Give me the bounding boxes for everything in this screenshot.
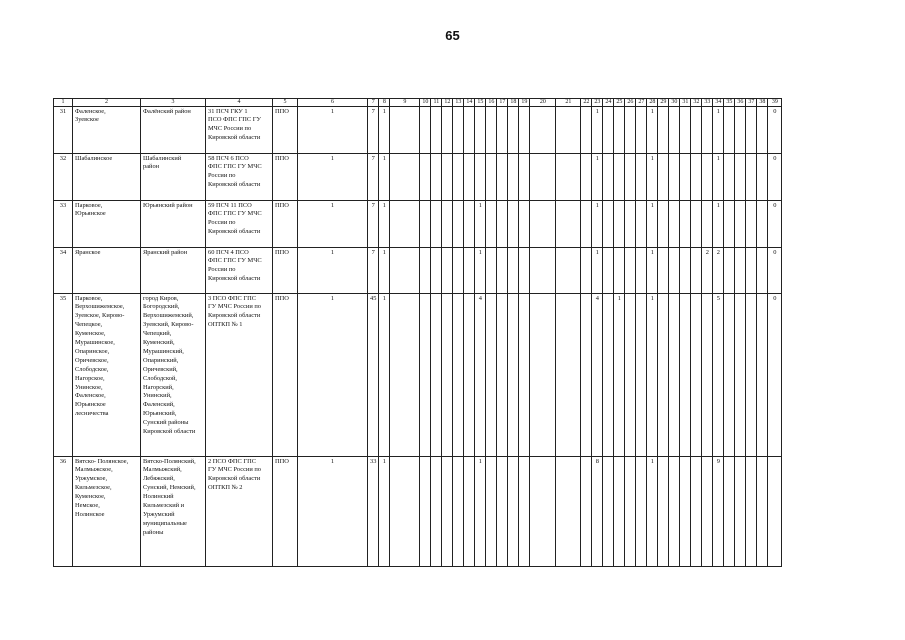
column-header: 11 — [431, 99, 442, 107]
column-header: 7 — [368, 99, 379, 107]
value-cell — [431, 153, 442, 200]
value-cell — [757, 106, 768, 153]
value-cell — [453, 200, 464, 247]
value-cell — [669, 106, 680, 153]
value-cell — [691, 293, 702, 456]
value-cell — [508, 293, 519, 456]
value-cell — [497, 456, 508, 566]
value-cell: 1 — [379, 106, 390, 153]
district-cell: Фалёнский район — [141, 106, 206, 153]
column-header: 8 — [379, 99, 390, 107]
value-cell — [486, 293, 497, 456]
value-cell — [658, 200, 669, 247]
column-header: 37 — [746, 99, 757, 107]
value-cell — [757, 153, 768, 200]
value-cell: 1 — [713, 200, 724, 247]
value-cell — [431, 200, 442, 247]
value-cell — [420, 456, 431, 566]
value-cell: 1 — [614, 293, 625, 456]
value-cell — [464, 153, 475, 200]
row-number-cell: 34 — [54, 247, 73, 293]
column-header: 23 — [592, 99, 603, 107]
value-cell — [636, 106, 647, 153]
value-cell: 1 — [647, 200, 658, 247]
value-cell — [746, 247, 757, 293]
column-header: 28 — [647, 99, 658, 107]
column-header: 6 — [298, 99, 368, 107]
value-cell: 1 — [298, 200, 368, 247]
value-cell — [746, 153, 757, 200]
register-table — [53, 98, 782, 567]
column-header: 12 — [442, 99, 453, 107]
value-cell — [486, 153, 497, 200]
value-cell — [442, 293, 453, 456]
column-header: 2 — [73, 99, 141, 107]
value-cell — [431, 247, 442, 293]
value-cell — [442, 247, 453, 293]
row-number-cell: 31 — [54, 106, 73, 153]
value-cell — [508, 247, 519, 293]
value-cell — [581, 106, 592, 153]
value-cell: 1 — [298, 106, 368, 153]
value-cell — [581, 153, 592, 200]
column-header: 35 — [724, 99, 735, 107]
table-row — [54, 293, 782, 456]
value-cell: 1 — [379, 293, 390, 456]
value-cell — [453, 153, 464, 200]
district-cell: Яранский район — [141, 247, 206, 293]
column-header: 25 — [614, 99, 625, 107]
value-cell: 1 — [475, 200, 486, 247]
value-cell — [636, 247, 647, 293]
value-cell — [475, 153, 486, 200]
value-cell: 9 — [713, 456, 724, 566]
type-cell: ППО — [273, 200, 298, 247]
value-cell — [636, 153, 647, 200]
column-header: 3 — [141, 99, 206, 107]
unit-cell: 2 ПСО ФПС ГПС ГУ МЧС России по Кировской области ОПТКП № 2 — [206, 456, 273, 566]
value-cell: 2 — [713, 247, 724, 293]
value-cell — [475, 106, 486, 153]
value-cell — [603, 200, 614, 247]
value-cell — [442, 153, 453, 200]
value-cell — [757, 200, 768, 247]
page-number: 65 — [445, 28, 460, 43]
value-cell: 1 — [647, 293, 658, 456]
value-cell — [508, 106, 519, 153]
table-row — [54, 200, 782, 247]
value-cell — [519, 456, 530, 566]
value-cell — [691, 200, 702, 247]
value-cell — [625, 153, 636, 200]
value-cell — [556, 106, 581, 153]
column-header: 1 — [54, 99, 73, 107]
header-row — [54, 99, 782, 107]
value-cell — [680, 200, 691, 247]
value-cell — [680, 153, 691, 200]
forestry-cell: Фаленское, Зуевское — [73, 106, 141, 153]
value-cell — [486, 247, 497, 293]
column-header: 30 — [669, 99, 680, 107]
column-header: 26 — [625, 99, 636, 107]
value-cell — [464, 293, 475, 456]
column-header: 15 — [475, 99, 486, 107]
value-cell — [390, 456, 420, 566]
table-row — [54, 456, 782, 566]
value-cell — [390, 153, 420, 200]
forestry-cell: Вятско- Полянское, Малмыжское, Уржумское, Кильмезское, Куменское, Немское, Нолинское — [73, 456, 141, 566]
value-cell — [390, 247, 420, 293]
value-cell — [453, 106, 464, 153]
column-header: 14 — [464, 99, 475, 107]
row-number-cell: 35 — [54, 293, 73, 456]
value-cell — [530, 106, 556, 153]
value-cell: 4 — [475, 293, 486, 456]
value-cell: 1 — [592, 247, 603, 293]
forestry-cell: Парковое, Юрьянское — [73, 200, 141, 247]
value-cell — [556, 200, 581, 247]
value-cell — [735, 200, 746, 247]
value-cell — [508, 153, 519, 200]
value-cell — [669, 456, 680, 566]
value-cell — [724, 456, 735, 566]
value-cell — [497, 293, 508, 456]
value-cell — [508, 456, 519, 566]
value-cell — [581, 200, 592, 247]
value-cell: 1 — [647, 106, 658, 153]
column-header: 19 — [519, 99, 530, 107]
value-cell — [735, 153, 746, 200]
value-cell — [658, 153, 669, 200]
value-cell: 0 — [768, 247, 782, 293]
value-cell: 7 — [368, 200, 379, 247]
value-cell — [636, 293, 647, 456]
value-cell — [757, 456, 768, 566]
value-cell — [735, 106, 746, 153]
value-cell: 1 — [379, 456, 390, 566]
value-cell — [669, 247, 680, 293]
value-cell — [746, 106, 757, 153]
value-cell — [581, 247, 592, 293]
value-cell — [519, 293, 530, 456]
value-cell — [680, 106, 691, 153]
value-cell — [702, 456, 713, 566]
column-header: 5 — [273, 99, 298, 107]
value-cell — [625, 200, 636, 247]
column-header: 33 — [702, 99, 713, 107]
type-cell: ППО — [273, 106, 298, 153]
value-cell — [614, 247, 625, 293]
value-cell — [420, 106, 431, 153]
district-cell: город Киров, Богородский, Верхошижемский, Зуевский, Кирово- Чепецкий, Куменский, Мурашинский, Опаринский, Оричевский, Слободской, Нагорский, Унинский, Фаленский, Юрьянский, Сунский районы Кировской области — [141, 293, 206, 456]
value-cell: 1 — [713, 153, 724, 200]
value-cell: 33 — [368, 456, 379, 566]
value-cell — [390, 106, 420, 153]
value-cell — [442, 106, 453, 153]
value-cell — [680, 456, 691, 566]
value-cell — [530, 247, 556, 293]
table-row — [54, 153, 782, 200]
value-cell: 7 — [368, 247, 379, 293]
value-cell: 45 — [368, 293, 379, 456]
forestry-cell: Яранское — [73, 247, 141, 293]
district-cell: Юрьянский район — [141, 200, 206, 247]
table-row — [54, 247, 782, 293]
value-cell — [486, 200, 497, 247]
column-header: 39 — [768, 99, 782, 107]
value-cell — [464, 247, 475, 293]
value-cell — [556, 456, 581, 566]
value-cell: 4 — [592, 293, 603, 456]
type-cell: ППО — [273, 153, 298, 200]
column-header: 38 — [757, 99, 768, 107]
value-cell — [519, 200, 530, 247]
value-cell: 0 — [768, 293, 782, 456]
column-header: 31 — [680, 99, 691, 107]
value-cell — [724, 293, 735, 456]
value-cell — [556, 293, 581, 456]
value-cell — [453, 456, 464, 566]
value-cell — [497, 153, 508, 200]
value-cell: 0 — [768, 106, 782, 153]
value-cell — [497, 106, 508, 153]
value-cell — [497, 200, 508, 247]
unit-cell: 3 ПСО ФПС ГПС ГУ МЧС России по Кировской области ОПТКП № 1 — [206, 293, 273, 456]
row-number-cell: 33 — [54, 200, 73, 247]
district-cell: Шабалинский район — [141, 153, 206, 200]
value-cell — [603, 247, 614, 293]
value-cell — [702, 293, 713, 456]
value-cell — [420, 153, 431, 200]
value-cell: 1 — [298, 153, 368, 200]
value-cell — [614, 456, 625, 566]
column-header: 21 — [556, 99, 581, 107]
value-cell — [431, 456, 442, 566]
value-cell — [724, 200, 735, 247]
value-cell: 5 — [713, 293, 724, 456]
column-header: 29 — [658, 99, 669, 107]
type-cell: ППО — [273, 247, 298, 293]
value-cell: 1 — [475, 247, 486, 293]
value-cell — [658, 456, 669, 566]
value-cell — [581, 456, 592, 566]
value-cell — [658, 293, 669, 456]
value-cell — [581, 293, 592, 456]
value-cell — [757, 247, 768, 293]
value-cell — [614, 153, 625, 200]
column-header: 32 — [691, 99, 702, 107]
value-cell: 1 — [647, 153, 658, 200]
value-cell: 1 — [298, 247, 368, 293]
value-cell — [702, 106, 713, 153]
value-cell — [669, 293, 680, 456]
value-cell — [691, 106, 702, 153]
value-cell — [453, 293, 464, 456]
value-cell — [556, 153, 581, 200]
value-cell: 7 — [368, 153, 379, 200]
type-cell: ППО — [273, 456, 298, 566]
value-cell: 7 — [368, 106, 379, 153]
value-cell — [691, 153, 702, 200]
column-header: 17 — [497, 99, 508, 107]
value-cell — [519, 106, 530, 153]
value-cell — [614, 200, 625, 247]
district-cell: Вятско-Полянский, Малмыжский, Лебяжский, Сунский, Немский, Нолинский Кильмезский и Уржумский муниципальные районы — [141, 456, 206, 566]
value-cell — [735, 247, 746, 293]
value-cell — [530, 200, 556, 247]
unit-cell: 60 ПСЧ 4 ПСО ФПС ГПС ГУ МЧС России по Кировской области — [206, 247, 273, 293]
value-cell — [508, 200, 519, 247]
value-cell — [464, 456, 475, 566]
column-header: 24 — [603, 99, 614, 107]
column-header: 13 — [453, 99, 464, 107]
value-cell — [768, 456, 782, 566]
value-cell — [486, 456, 497, 566]
value-cell — [530, 293, 556, 456]
value-cell — [724, 106, 735, 153]
value-cell — [420, 293, 431, 456]
value-cell: 1 — [379, 247, 390, 293]
value-cell: 1 — [298, 293, 368, 456]
column-header: 4 — [206, 99, 273, 107]
column-header: 10 — [420, 99, 431, 107]
value-cell — [390, 200, 420, 247]
forestry-cell: Шабалинское — [73, 153, 141, 200]
unit-cell: 59 ПСЧ 11 ПСО ФПС ГПС ГУ МЧС России по Кировской области — [206, 200, 273, 247]
value-cell — [603, 106, 614, 153]
column-header: 22 — [581, 99, 592, 107]
value-cell — [442, 456, 453, 566]
value-cell — [625, 247, 636, 293]
value-cell — [420, 247, 431, 293]
value-cell — [625, 293, 636, 456]
value-cell — [420, 200, 431, 247]
value-cell — [680, 247, 691, 293]
value-cell — [390, 293, 420, 456]
value-cell — [702, 200, 713, 247]
value-cell — [497, 247, 508, 293]
value-cell — [442, 200, 453, 247]
value-cell — [603, 456, 614, 566]
value-cell: 1 — [592, 106, 603, 153]
table-row — [54, 106, 782, 153]
value-cell — [603, 293, 614, 456]
value-cell — [702, 153, 713, 200]
value-cell — [486, 106, 497, 153]
value-cell: 1 — [592, 153, 603, 200]
value-cell — [556, 247, 581, 293]
value-cell — [464, 106, 475, 153]
column-header: 36 — [735, 99, 746, 107]
value-cell — [691, 247, 702, 293]
value-cell — [757, 293, 768, 456]
type-cell: ППО — [273, 293, 298, 456]
value-cell: 1 — [647, 456, 658, 566]
value-cell — [603, 153, 614, 200]
value-cell: 0 — [768, 153, 782, 200]
value-cell: 1 — [379, 200, 390, 247]
value-cell: 1 — [475, 456, 486, 566]
value-cell — [680, 293, 691, 456]
value-cell — [530, 153, 556, 200]
value-cell: 1 — [713, 106, 724, 153]
value-cell — [625, 456, 636, 566]
value-cell: 1 — [592, 200, 603, 247]
row-number-cell: 32 — [54, 153, 73, 200]
value-cell — [464, 200, 475, 247]
value-cell — [724, 247, 735, 293]
value-cell — [614, 106, 625, 153]
column-header: 27 — [636, 99, 647, 107]
value-cell — [530, 456, 556, 566]
value-cell: 0 — [768, 200, 782, 247]
value-cell: 8 — [592, 456, 603, 566]
unit-cell: 31 ПСЧ ГКУ 1 ПСО ФПС ГПС ГУ МЧС России по Кировской области — [206, 106, 273, 153]
forestry-cell: Парковое, Верхошижемское, Зуевское, Кирово- Чепецкое, Куменское, Мурашинское, Опаринское, Оричевское, Слободское, Нагорское, Унинское, Фаленское, Юрьянское лесничества — [73, 293, 141, 456]
value-cell — [735, 456, 746, 566]
value-cell: 1 — [379, 153, 390, 200]
value-cell — [519, 153, 530, 200]
unit-cell: 58 ПСЧ 6 ПСО ФПС ГПС ГУ МЧС России по Кировской области — [206, 153, 273, 200]
value-cell: 1 — [298, 456, 368, 566]
value-cell — [636, 456, 647, 566]
value-cell — [636, 200, 647, 247]
value-cell — [431, 106, 442, 153]
value-cell — [735, 293, 746, 456]
value-cell — [746, 200, 757, 247]
column-header: 16 — [486, 99, 497, 107]
column-header: 20 — [530, 99, 556, 107]
value-cell — [658, 247, 669, 293]
value-cell — [669, 153, 680, 200]
column-header: 9 — [390, 99, 420, 107]
value-cell — [746, 456, 757, 566]
value-cell — [519, 247, 530, 293]
value-cell — [669, 200, 680, 247]
row-number-cell: 36 — [54, 456, 73, 566]
value-cell — [724, 153, 735, 200]
column-header: 34 — [713, 99, 724, 107]
value-cell — [691, 456, 702, 566]
value-cell — [658, 106, 669, 153]
value-cell — [431, 293, 442, 456]
value-cell: 1 — [647, 247, 658, 293]
value-cell — [746, 293, 757, 456]
column-header: 18 — [508, 99, 519, 107]
value-cell — [453, 247, 464, 293]
value-cell — [625, 106, 636, 153]
value-cell: 2 — [702, 247, 713, 293]
